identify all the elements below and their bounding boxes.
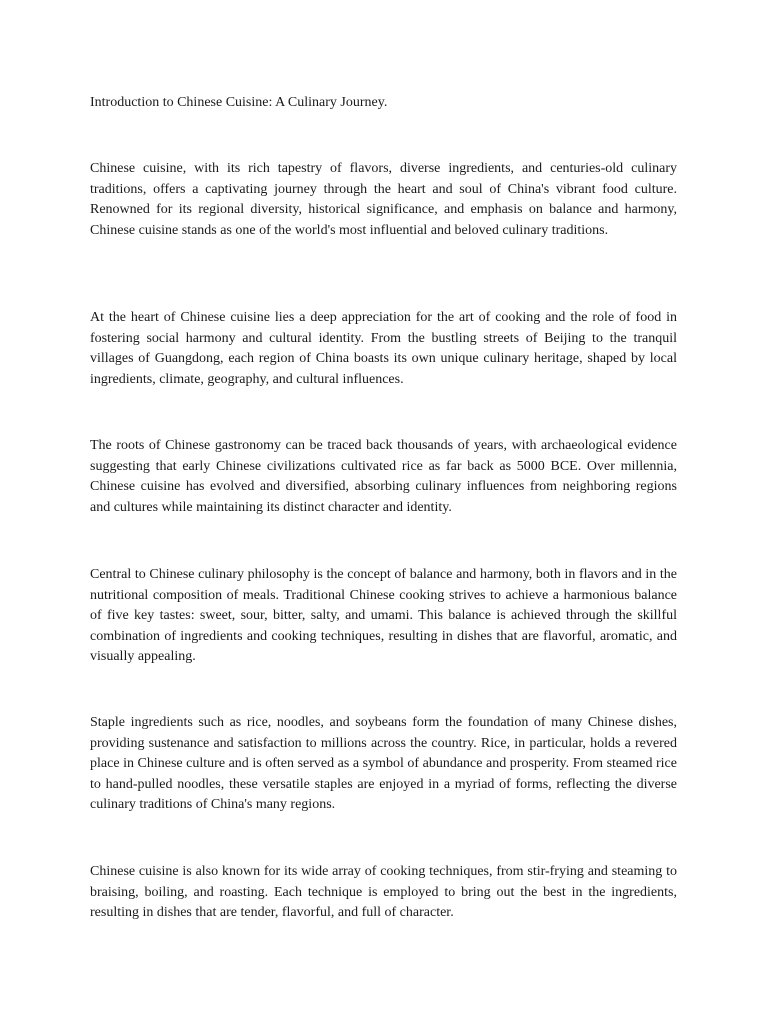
document-title: Introduction to Chinese Cuisine: A Culinary Journey.: [90, 95, 388, 110]
paragraph-staple-ingredients: Staple ingredients such as rice, noodles, and soybeans form the foundation of many Chinese dishes, providing sustenance and satisfaction to millions across the country. Rice, in particular, holds a revered place in Chinese culture and is often served as a symbol of abundance and prosperity. From steamed rice to hand-pulled noodles, these versatile staples are enjoyed in a myriad of forms, reflecting the diverse culinary traditions of China's many regions.: [90, 715, 677, 813]
paragraph-heart-of-cuisine: At the heart of Chinese cuisine lies a deep appreciation for the art of cooking and the role of food in fostering social harmony and cultural identity. From the bustling streets of Beijing to the tranquil villages of Guangdong, each region of China boasts its own unique culinary heritage, shaped by local ingredients, climate, geography, and cultural influences.: [90, 310, 677, 387]
paragraph-balance-harmony: Central to Chinese culinary philosophy is the concept of balance and harmony, both in flavors and in the nutritional composition of meals. Traditional Chinese cooking strives to achieve a harmonious balance of five key tastes: sweet, sour, bitter, salty, and umami. This balance is achieved through the skillful combination of ingredients and cooking techniques, resulting in dishes that are flavorful, aromatic, and visually appealing.: [90, 567, 677, 665]
paragraph-intro: Chinese cuisine, with its rich tapestry of flavors, diverse ingredients, and centuries-old culinary traditions, offers a captivating journey through the heart and soul of China's vibrant food culture. Renowned for its regional diversity, historical significance, and emphasis on balance and harmony, Chinese cuisine stands as one of the world's most influential and beloved culinary traditions.: [90, 161, 677, 238]
paragraph-cooking-techniques: Chinese cuisine is also known for its wide array of cooking techniques, from stir-frying and steaming to braising, boiling, and roasting. Each technique is employed to bring out the best in the ingredients, resulting in dishes that are tender, flavorful, and full of character.: [90, 864, 677, 921]
paragraph-roots: The roots of Chinese gastronomy can be traced back thousands of years, with archaeological evidence suggesting that early Chinese civilizations cultivated rice as far back as 5000 BCE. Over millennia, Chinese cuisine has evolved and diversified, absorbing culinary influences from neighboring regions and cultures while maintaining its distinct character and identity.: [90, 438, 677, 515]
